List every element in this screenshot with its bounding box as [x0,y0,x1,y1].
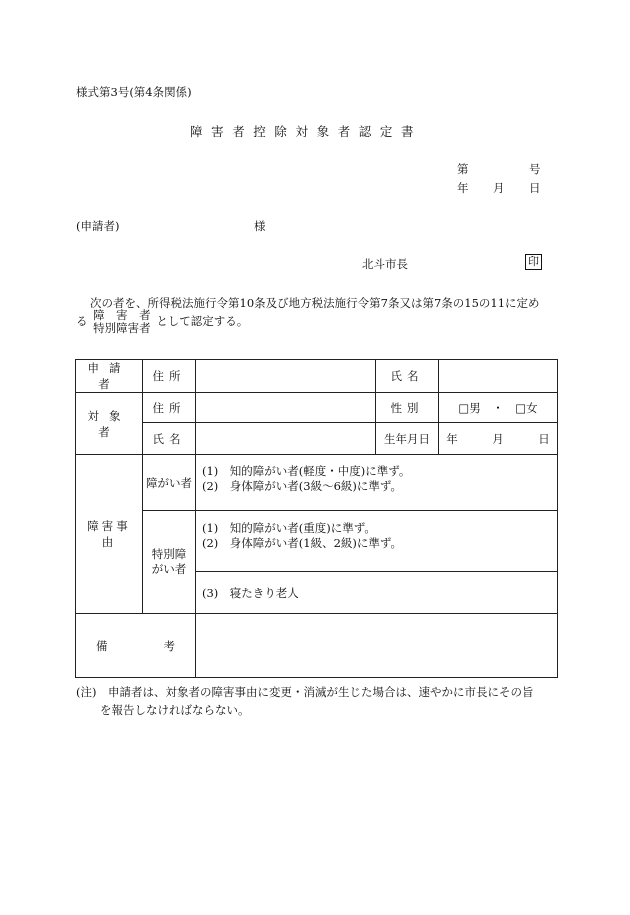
subject-birth-label: 生年月日 [376,423,439,455]
remarks-field[interactable] [196,614,558,678]
disabled-criterion-1: (1) 知的障がい者(軽度・中度)に準ず。 [202,464,411,478]
disabled-criteria [196,455,558,511]
disabled-criterion-2: (2) 身体障がい者(3級〜6級)に準ず。 [202,479,402,493]
note-line1: (注) 申請者は、対象者の障害事由に変更・消滅が生じた場合は、速やかに市長にその旨 [76,685,534,699]
body-text-suffix: として認定する。 [156,314,249,328]
option-disabled: 障 害 者 [93,308,151,322]
note-line2: を報告しなければならない。 [100,703,250,717]
applicant-name-label: 氏名 [376,360,439,393]
subject-address-label: 住所 [143,393,196,423]
subject-name-label: 氏名 [143,423,196,455]
applicant-row-label: 申請者 [76,360,143,393]
special-disabled-label-line1: 特別障 [151,547,187,561]
subject-sex-options[interactable]: □男 ・ □女 [439,393,558,423]
applicant-row [76,360,558,393]
date-month: 月 [493,181,505,195]
applicant-name-field[interactable] [439,360,558,393]
remarks-row [76,614,558,678]
subject-address-field[interactable] [196,393,376,423]
seal-mark: 印 [525,254,542,270]
certification-table [75,359,558,678]
date-year: 年 [457,181,469,195]
certification-type-options [93,309,151,335]
reason-special-row [76,511,558,572]
subject-name-field[interactable] [196,423,376,455]
applicant-address-label: 住所 [143,360,196,393]
applicant-honorific: 様 [254,219,266,233]
document-title: 障害者控除対象者認定書 [190,124,423,139]
special-criteria [196,511,558,572]
applicant-address-field[interactable] [196,360,376,393]
date-day: 日 [529,181,541,195]
remarks-label-2: 考 [163,638,175,653]
subject-label: 対象者 [76,393,143,455]
form-reference: 様式第3号(第4条関係) [76,85,192,99]
subject-birth-field[interactable]: 年 月 日 [439,423,558,455]
document-number-suffix: 号 [529,162,541,176]
special-criterion-1: (1) 知的障がい者(重度)に準ず。 [202,521,376,535]
reason-disabled-row [76,455,558,511]
body-text-line1: 次の者を、所得税法施行令第10条及び地方税法施行令第7条又は第7条の15の11に定め [90,296,540,310]
subject-sex-label: 性別 [376,393,439,423]
special-disabled-label [143,511,196,614]
bedridden-criterion: (3) 寝たきり老人 [196,572,558,614]
issuer-name: 北斗市長 [362,257,408,271]
remarks-label [76,614,196,678]
reason-label: 障害事由 [76,455,143,614]
option-special-disabled: 特別障害者 [93,321,151,335]
remarks-label-1: 備 [96,638,108,653]
subject-name-row [76,423,558,455]
disabled-label: 障がい者 [143,455,196,511]
body-text-line2 [76,309,248,335]
applicant-label: (申請者) [76,219,120,233]
special-criterion-2: (2) 身体障がい者(1級、2級)に準ず。 [202,536,402,550]
subject-address-row [76,393,558,423]
body-text-prefix: る [76,314,88,328]
special-disabled-label-line2: がい者 [151,562,187,576]
document-number-prefix: 第 [457,162,469,176]
